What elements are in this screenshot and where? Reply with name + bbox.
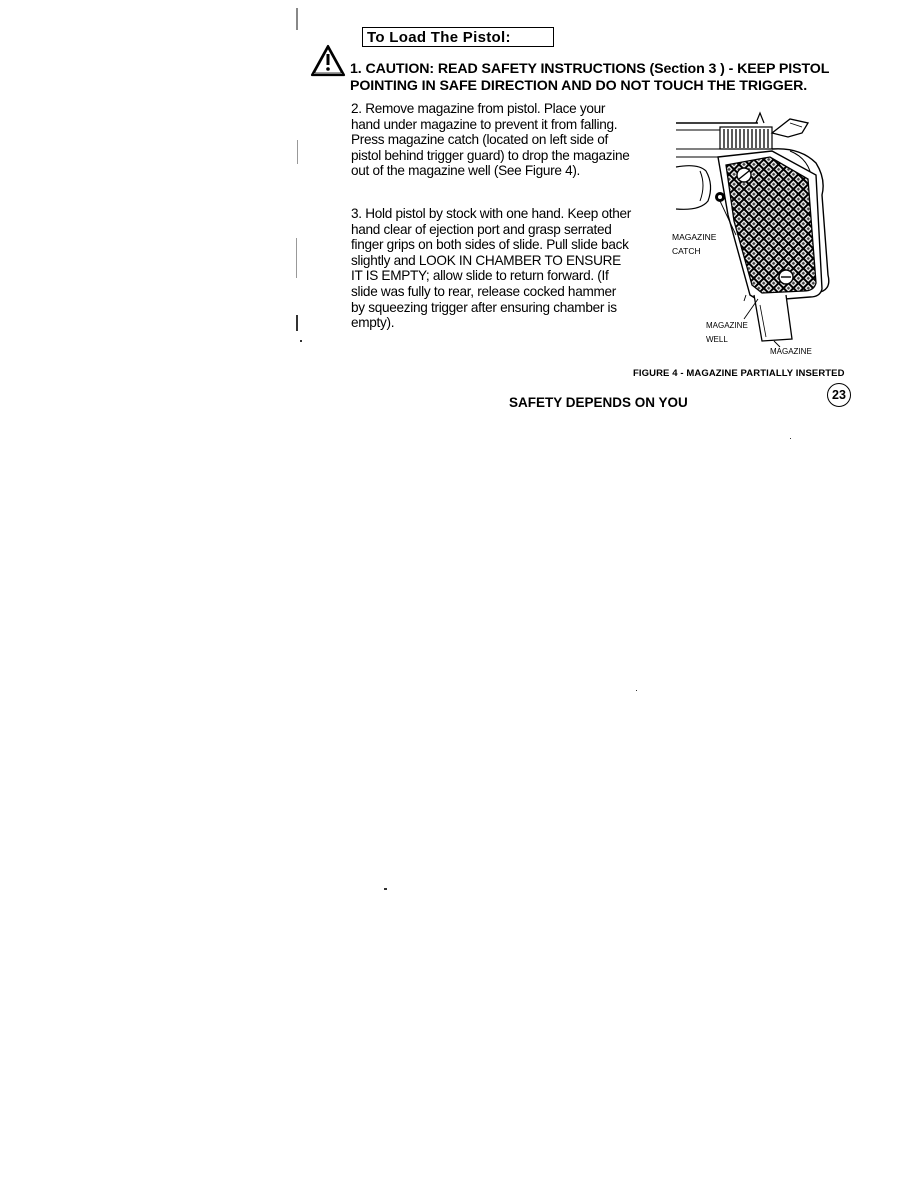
scan-mark (636, 690, 637, 691)
footer-text: SAFETY DEPENDS ON YOU (509, 395, 688, 410)
label-magazine-well-1: MAGAZINE (706, 321, 748, 330)
label-magazine-catch-1: MAGAZINE (672, 232, 717, 242)
pistol-illustration (640, 105, 840, 363)
scan-mark (790, 438, 791, 439)
scan-mark (300, 340, 302, 342)
figure-caption: FIGURE 4 - MAGAZINE PARTIALLY INSERTED (633, 368, 845, 379)
scan-mark (297, 140, 298, 164)
scan-mark (296, 238, 297, 278)
scan-mark (296, 315, 298, 331)
scan-mark (384, 888, 387, 890)
warning-triangle-icon (310, 44, 346, 78)
step-3-text: 3. Hold pistol by stock with one hand. Keep other hand clear of ejection port and grasp serrated finger grips on both sides of slide. Pull slide back slightly and LOOK IN CHAMBER TO ENSURE IT IS EMPTY; allow slide to return forward. (If slide was fully to rear, release cocked hammer by squeezing trigger after ensuring chamber is empty). (351, 206, 632, 331)
step-2-text: 2. Remove magazine from pistol. Place your hand under magazine to prevent it from falling. Press magazine catch (located on left side of pistol behind trigger guard) to drop the magazine out of the magazine well (See Figure 4). (351, 101, 630, 179)
label-magazine: MAGAZINE (770, 347, 812, 356)
section-heading: To Load The Pistol: (362, 27, 554, 47)
label-magazine-catch-2: CATCH (672, 246, 701, 256)
label-magazine-well-2: WELL (706, 335, 728, 344)
page-number: 23 (827, 383, 851, 407)
scan-mark (296, 8, 298, 30)
caution-text: 1. CAUTION: READ SAFETY INSTRUCTIONS (Section 3 ) - KEEP PISTOL POINTING IN SAFE DIRECTION AND DO NOT TOUCH THE TRIGGER. (350, 61, 830, 94)
